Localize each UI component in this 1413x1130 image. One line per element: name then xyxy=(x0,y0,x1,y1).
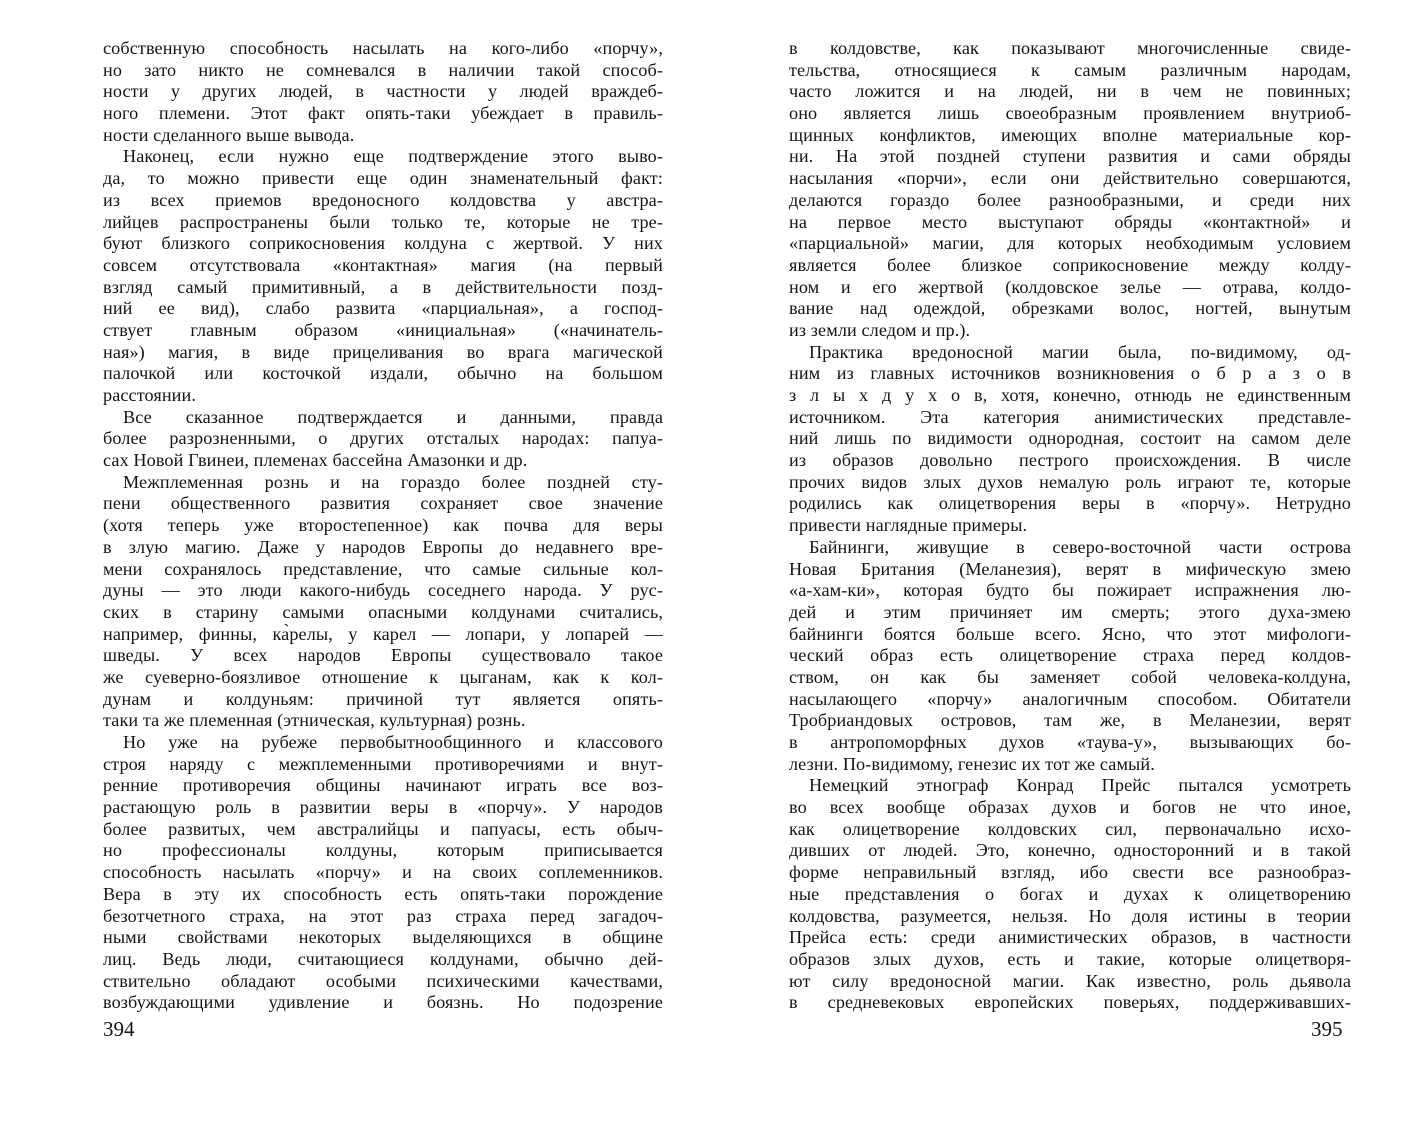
text-line: палочкой или косточкой издали, обычно на большом xyxy=(103,363,663,384)
text-line: ний ее вид), слабо развита «парциальная», а господ- xyxy=(103,298,663,319)
text-line: ные представления о богах и духах к олицетворению xyxy=(789,883,1351,904)
text-line: лезни. По-видимому, генезис их тот же самый. xyxy=(789,753,1155,774)
text-line: насылающего «порчу» аналогичным способом. Обитатели xyxy=(789,688,1351,709)
text-line: привести наглядные примеры. xyxy=(789,515,1028,536)
text-line: шведы. У всех народов Европы существовало такое xyxy=(103,645,663,666)
text-line: но профессионалы колдуны, которым приписывается xyxy=(103,840,663,861)
text-line: мени сохранялось представление, что самые сильные кол- xyxy=(103,558,663,579)
text-line: во всех вообще образах духов и богов не что иное, xyxy=(789,797,1351,818)
text-line: совсем отсутствовала «контактная» магия (на первый xyxy=(103,254,663,275)
text-line: родились как олицетворения веры в «порчу». Нетрудно xyxy=(789,493,1351,514)
text-line: растающую роль в развитии веры в «порчу». У народов xyxy=(103,797,663,818)
text-line: (хотя теперь уже второстепенное) как почва для веры xyxy=(103,515,663,536)
text-line: ная») магия, в виде прицеливания во врага магической xyxy=(103,341,663,362)
text-line: Немецкий этнограф Конрад Прейс пытался усмотреть xyxy=(809,775,1351,796)
text-line: лиц. Ведь люди, считающиеся колдунами, обычно дей- xyxy=(103,948,663,969)
text-line: Практика вредоносной магии была, по-видимому, од- xyxy=(809,341,1351,362)
text-line: сах Новой Гвинеи, племенах бассейна Амазонки и др. xyxy=(103,450,528,471)
text-line: Тробриандовых островов, там же, в Меланезии, верят xyxy=(789,710,1351,731)
text-line: форме неправильный взгляд, ибо свести все разнообраз- xyxy=(789,862,1351,883)
text-line: дей и этим причиняет им смерть; этого духа-змею xyxy=(789,601,1351,622)
text-line: «парциальной» магии, для которых необходимым условием xyxy=(789,233,1351,254)
text-line: на первое место выступают обряды «контактной» и xyxy=(789,211,1351,232)
text-line: ного племени. Этот факт опять-таки убеждает в правиль- xyxy=(103,103,663,124)
text-line: способность насылать «порчу» и на своих соплеменников. xyxy=(103,862,663,883)
text-line: колдовства, разумеется, нельзя. Но доля истины в теории xyxy=(789,905,1351,926)
text-line: Но уже на рубеже первобытнообщинного и классового xyxy=(123,732,663,752)
text-line: часто ложится и на людей, ни в чем не повинных; xyxy=(789,81,1351,102)
text-line: ном и его жертвой (колдовское зелье — отрава, колдо- xyxy=(789,276,1351,297)
text-line: да, то можно привести еще один знаменательный факт: xyxy=(103,168,663,189)
text-line: является более близкое соприкосновение между колду- xyxy=(789,254,1351,275)
text-line: ни. На этой поздней ступени развития и сами обряды xyxy=(789,146,1351,167)
text-line: ческий образ есть олицетворение страха перед колдов- xyxy=(789,645,1351,666)
text-line: Все сказанное подтверждается и данными, правда xyxy=(123,406,663,427)
text-line: прочих видов злых духов немалую роль играют те, которые xyxy=(789,471,1351,492)
text-line: ним из главных источников возникновения о б р а з о в xyxy=(789,363,1351,384)
text-line: оно является лишь своеобразным проявлением внутриоб- xyxy=(789,103,1351,124)
text-line: «а-хам-ки», которая будто бы пожирает испражнения лю- xyxy=(789,580,1351,601)
text-line: Наконец, если нужно еще подтверждение этого выво- xyxy=(123,146,663,167)
text-line: ности сделанного выше вывода. xyxy=(103,124,355,145)
text-line: возбуждающими удивление и боязнь. Но подозрение xyxy=(103,992,663,1013)
text-line: источником. Эта категория анимистических представле- xyxy=(789,406,1351,427)
text-line: ний лишь по видимости однородная, состоит на самом деле xyxy=(789,428,1351,449)
text-line: Байнинги, живущие в северо-восточной части острова xyxy=(809,536,1351,557)
text-line: лийцев распространены были только те, которые не тре- xyxy=(103,211,663,232)
text-line: из всех приемов вредоносного колдовства у австра- xyxy=(103,189,663,210)
text-line: более разрозненными, о других отсталых народах: папуа- xyxy=(103,428,663,449)
left-page-text xyxy=(103,38,663,1014)
text-line: ствительно обладают особыми психическими качествами, xyxy=(103,970,663,991)
text-line: ными свойствами некоторых выделяющихся в общине xyxy=(103,927,663,948)
text-line: ских в старину самыми опасными колдунами считались, xyxy=(103,601,663,622)
text-line: Новая Британия (Меланезия), верят в мифическую змею xyxy=(789,558,1351,579)
text-line: ют силу вредоносной магии. Как известно, роль дьявола xyxy=(789,970,1351,991)
page-number-right: 395 xyxy=(1311,1017,1343,1041)
text-line: ренние противоречия общины начинают играть все воз- xyxy=(103,775,663,796)
text-line: делаются гораздо более разнообразными, и среди них xyxy=(789,189,1351,210)
text-line: расстоянии. xyxy=(103,385,196,405)
text-line: вание над одеждой, обрезками волос, ногтей, вынутым xyxy=(789,298,1351,319)
text-line: в колдовстве, как показывают многочисленные свиде- xyxy=(789,38,1351,58)
text-line: из образов довольно пестрого происхождения. В числе xyxy=(789,450,1351,471)
text-line: ствует главным образом «инициальная» («начинатель- xyxy=(103,319,663,340)
text-line: же суеверно-боязливое отношение к цыганам, как к кол- xyxy=(103,666,663,687)
text-line: пени общественного развития сохраняет свое значение xyxy=(103,493,663,514)
text-line: в антропоморфных духов «таува-у», вызывающих бо- xyxy=(789,732,1351,752)
text-line: например, финны, ка̀релы, у карел — лопари, у лопарей — xyxy=(103,623,663,644)
text-line: но зато никто не сомневался в наличии такой способ- xyxy=(103,59,663,80)
text-line: как олицетворение колдовских сил, первоначально исхо- xyxy=(789,818,1351,839)
text-line: ством, он как бы заменяет собой человека-колдуна, xyxy=(789,666,1351,687)
text-line: в злую магию. Даже у народов Европы до недавнего вре- xyxy=(103,536,663,557)
text-line: Вера в эту их способность есть опять-таки порождение xyxy=(103,883,663,904)
text-line: тельства, относящиеся к самым различным народам, xyxy=(789,59,1351,80)
text-line: Прейса есть: среди анимистических образов, в частности xyxy=(789,927,1351,948)
text-line: дивших от людей. Это, конечно, односторонний и в такой xyxy=(789,840,1351,861)
text-line: строя наряду с межплеменными противоречиями и внут- xyxy=(103,753,663,774)
text-line: байнинги боятся больше всего. Ясно, что этот мифологи- xyxy=(789,623,1351,644)
text-line: в средневековых европейских поверьях, поддерживавших- xyxy=(789,992,1351,1013)
text-line: дуны — это люди какого-нибудь соседнего народа. У рус- xyxy=(103,580,663,601)
text-line: собственную способность насылать на кого-либо «порчу», xyxy=(103,38,663,58)
text-line: взгляд самый примитивный, а в действительности позд- xyxy=(103,276,663,297)
text-line: безотчетного страха, на этот раз страха перед загадоч- xyxy=(103,905,663,926)
text-line: насылания «порчи», если они действительно совершаются, xyxy=(789,168,1351,189)
text-line: Межплеменная рознь и на гораздо более поздней сту- xyxy=(123,471,663,492)
text-line: буют близкого соприкосновения колдуна с жертвой. У них xyxy=(103,233,663,254)
text-line: щинных конфликтов, имеющих вполне материальные кор- xyxy=(789,124,1351,145)
text-line: дунам и колдуньям: причиной тут является опять- xyxy=(103,688,663,709)
text-line: ности у других людей, в частности у людей враждеб- xyxy=(103,81,663,102)
page-number-left: 394 xyxy=(103,1017,135,1041)
text-line: более развитых, чем австралийцы и папуасы, есть обыч- xyxy=(103,818,663,839)
text-line: таки та же племенная (этническая, культурная) рознь. xyxy=(103,710,526,731)
text-line: из земли следом и пр.). xyxy=(789,319,971,340)
text-line: образов злых духов, есть и такие, которые олицетворя- xyxy=(789,948,1351,969)
text-line: з л ы х д у х о в, хотя, конечно, отнюдь не единственным xyxy=(789,385,1351,405)
right-page-text xyxy=(789,38,1351,1014)
